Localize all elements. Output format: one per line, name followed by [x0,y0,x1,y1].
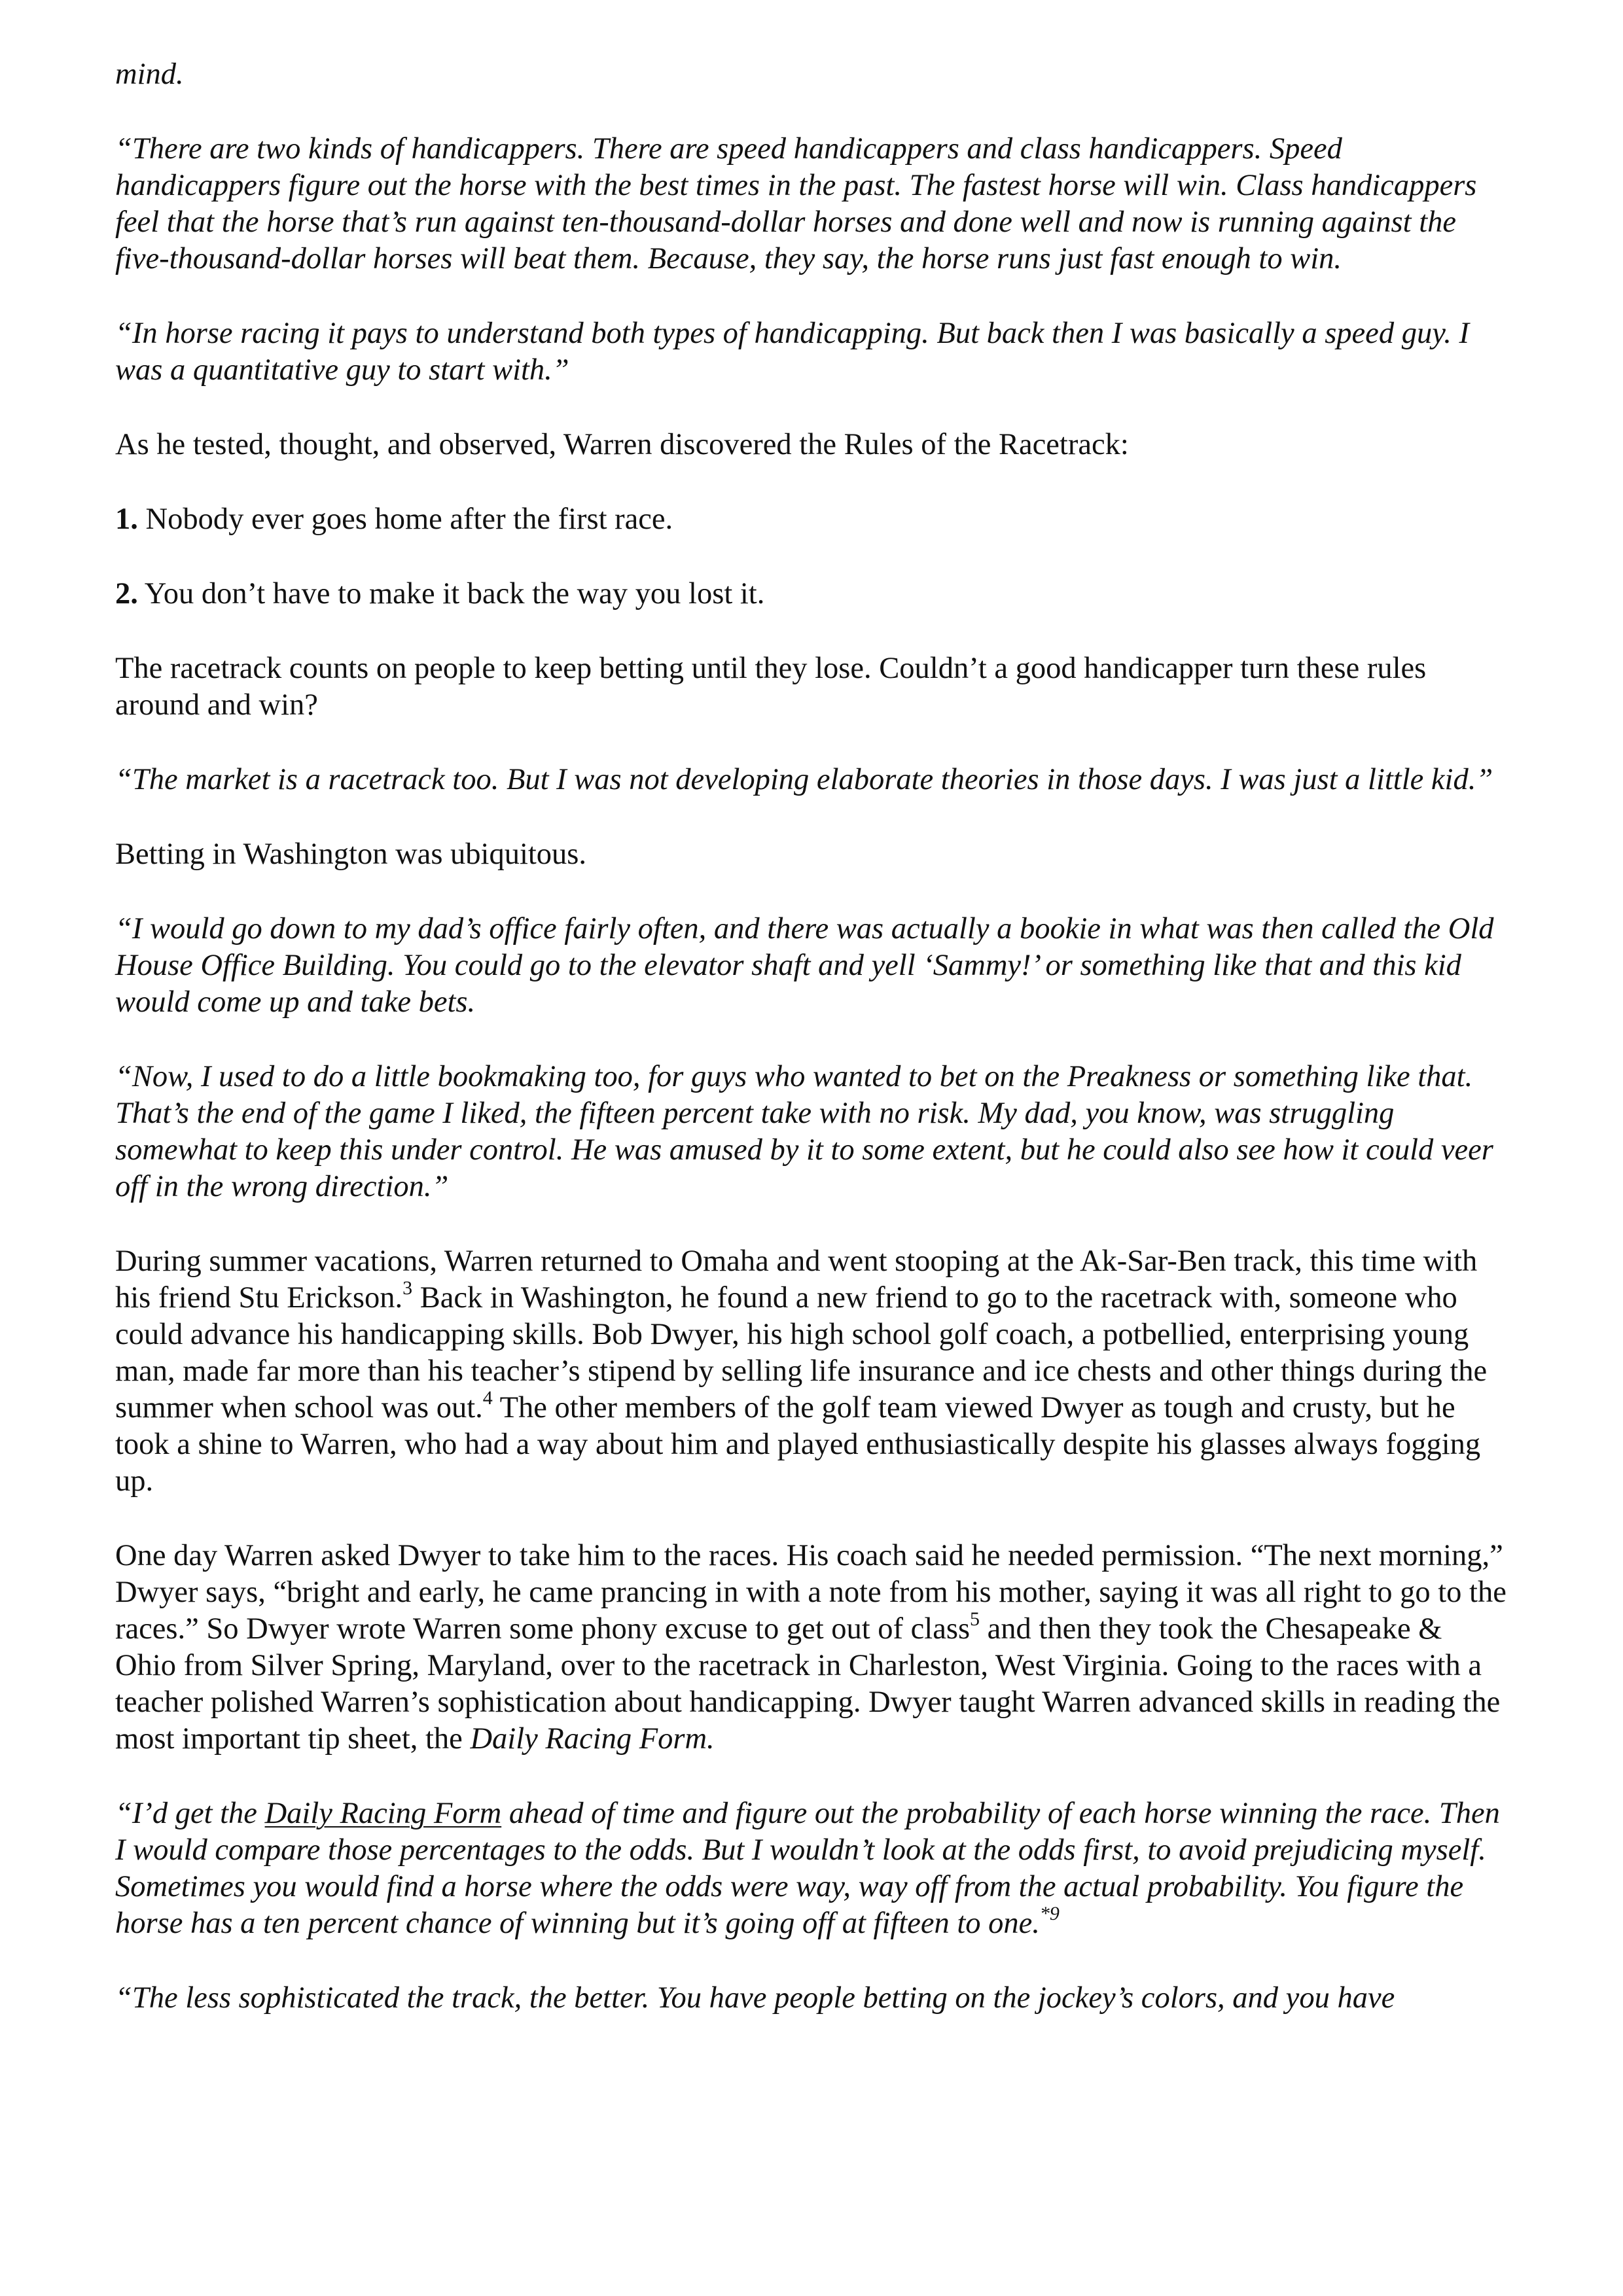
rule-2-number: 2. [115,577,138,610]
paragraph-summer-vacations [115,1243,1509,1500]
rule-1 [115,501,1509,538]
rule-2 [115,576,1509,612]
document-page [115,56,1509,2055]
paragraph-rules-intro: As he tested, thought, and observed, Warren discovered the Rules of the Racetrack: [115,428,1129,461]
quote-less-sophisticated: “The less sophisticated the track, the better. You have people betting on the jockey’s colors, and you have [115,1981,1395,2015]
paragraph-text: Back in Washington, he found a new friend to go to the racetrack with, someone who could advance his handicapping skills. Bob Dwyer, his high school golf coach, a potbellied, enterprising young man, made far more than his teacher’s stipend by selling life insurance and ice chests and other things during the summer when school was out. [115,1281,1488,1424]
quote-daily-racing-form [115,1795,1509,1942]
paragraph-mind: mind. [115,58,184,91]
paragraph-racetrack-counts: The racetrack counts on people to keep betting until they lose. Couldn’t a good handicapper turn these rules around and win? [115,652,1427,722]
footnote-ref-4: 4 [482,1386,493,1409]
paragraph-text: The other members of the golf team viewed Dwyer as tough and crusty, but he took a shine to Warren, who had a way about him and played enthusiastically despite his glasses always fogging up. [115,1391,1481,1498]
publication-title-underlined: Daily Racing Form [264,1797,502,1830]
paragraph-races-trip [115,1538,1509,1757]
quote-market-racetrack: “The market is a racetrack too. But I was not developing elaborate theories in those days. I was just a little kid.” [115,763,1493,796]
publication-title: Daily Racing Form. [470,1722,715,1756]
paragraph-text: During summer vacations, Warren returned to Omaha and went stooping at the Ak-Sar-Ben track, this time with his friend Stu Erickson. [115,1245,1478,1315]
paragraph-text: ahead of time and figure out the probability of each horse winning the race. Then I would compare those percentages to the odds. But I wouldn’t look at the odds first, to avoid prejudicing myself. Sometimes you would find a horse where the odds were way, way off from the actual probability. You figure the horse has a ten percent chance of winning but it’s going off at fifteen to one. [115,1797,1500,1940]
paragraph-betting-ubiquitous: Betting in Washington was ubiquitous. [115,838,587,871]
quote-handicapper-types: “There are two kinds of handicappers. There are speed handicappers and class handicappers. Speed handicappers figure out the horse with the best times in the past. The fastest horse will win. Class handicappers feel that the horse that’s run against ten-thousand-dollar horses and done well and now is running against the five-thousand-dollar horses will beat them. Because, they say, the horse runs just fast enough to win. [115,132,1477,275]
footnote-ref-9: *9 [1039,1902,1060,1924]
quote-bookie: “I would go down to my dad’s office fairly often, and there was actually a bookie in what was then called the Old House Office Building. You could go to the elevator shaft and yell ‘Sammy!’ or something like that and this kid would come up and take bets. [115,912,1494,1019]
quote-bookmaking: “Now, I used to do a little bookmaking too, for guys who wanted to bet on the Preakness or something like that. That’s the end of the game I liked, the fifteen percent take with no risk. My dad, you know, was struggling somewhat to keep this under control. He was amused by it to some extent, but he could also see how it could veer off in the wrong direction.” [115,1060,1493,1203]
paragraph-text: One day Warren asked Dwyer to take him to the races. His coach said he needed permission. “The next morning,” Dwyer says, “bright and early, he came prancing in with a note from his mother, saying it was all right to go to the races.” So Dwyer wrote Warren some phony excuse to get out of class [115,1539,1507,1646]
footnote-ref-5: 5 [970,1608,980,1630]
rule-1-text: Nobody ever goes home after the first race. [137,503,673,536]
rule-1-number: 1. [115,503,138,536]
quote-speed-guy: “In horse racing it pays to understand both types of handicapping. But back then I was basically a speed guy. I was a quantitative guy to start with.” [115,317,1470,387]
footnote-ref-3: 3 [402,1277,413,1299]
paragraph-text: “I’d get the [115,1797,265,1830]
paragraph-text: and then they took the Chesapeake & Ohio from Silver Spring, Maryland, over to the racetrack in Charleston, West Virginia. Going to the races with a teacher polished Warren’s sophistication about handicapping. Dwyer taught Warren advanced skills in reading the most important tip sheet, the [115,1612,1501,1756]
rule-2-text: You don’t have to make it back the way you lost it. [137,577,765,610]
